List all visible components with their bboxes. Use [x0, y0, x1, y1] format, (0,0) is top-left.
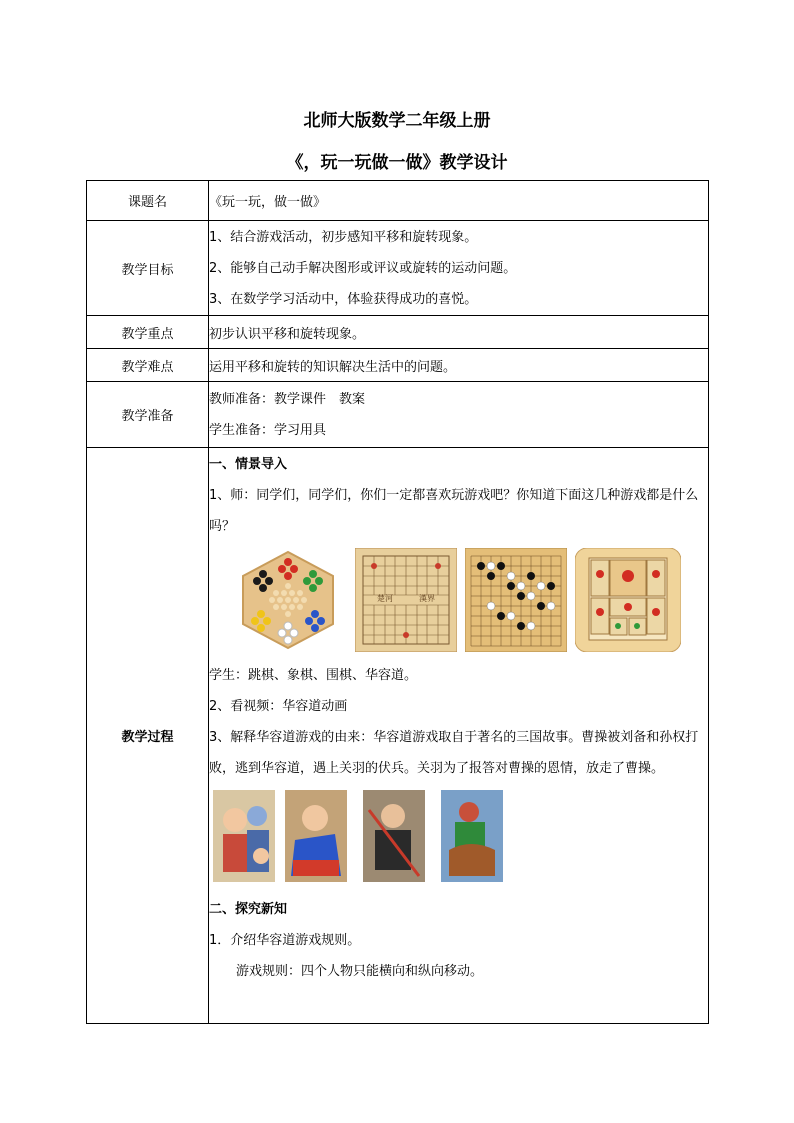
label-key: 教学重点 — [87, 316, 209, 349]
lesson-plan-table — [86, 180, 709, 1024]
question-text: 1、师：同学们，同学们，你们一定都喜欢玩游戏吧？你知道下面这几种游戏都是什么吗？ — [209, 488, 699, 534]
row-key — [87, 316, 709, 349]
story-illustration-3 — [363, 790, 425, 882]
value-difficulty: 运用平移和旋转的知识解决生活中的问题。 — [209, 349, 709, 382]
go-image — [465, 548, 567, 652]
row-process — [87, 448, 709, 1024]
document-title: 北师大版数学二年级上册 — [303, 111, 491, 131]
label-goals: 教学目标 — [87, 221, 209, 316]
value-prep — [209, 382, 709, 448]
xiangqi-board-graphic — [355, 548, 457, 652]
label-topic: 课题名 — [87, 181, 209, 221]
goal-item: 1、结合游戏活动，初步感知平移和旋转现象。 — [209, 229, 478, 245]
student-answer: 学生：跳棋、象棋、围棋、华容道。 — [209, 668, 418, 683]
label-prep: 教学准备 — [87, 382, 209, 448]
huarongdao-image — [575, 548, 681, 652]
rule-text: 游戏规则：四个人物只能横向和纵向移动。 — [236, 964, 484, 979]
xiangqi-river-left: 楚河 — [377, 594, 393, 603]
label-difficulty: 教学难点 — [87, 349, 209, 382]
value-key: 初步认识平移和旋转现象。 — [209, 316, 709, 349]
prep-student: 学生准备：学习用具 — [209, 422, 327, 438]
value-topic: 《玩一玩，做一做》 — [209, 181, 709, 221]
xiangqi-image — [355, 548, 457, 656]
chinese-checkers-image — [233, 548, 343, 652]
story-illustration-4 — [441, 790, 503, 882]
xiangqi-river-right: 漢界 — [419, 594, 435, 603]
game-images — [209, 548, 708, 656]
story-illustration-2 — [285, 790, 347, 882]
row-topic — [87, 181, 709, 221]
story-illustration-1 — [213, 790, 275, 882]
label-process: 教学过程 — [87, 448, 209, 1024]
goal-item: 2、能够自己动手解决图形或评议或旋转的运动问题。 — [209, 260, 517, 276]
rule-intro: 1．介绍华容道游戏规则。 — [209, 933, 361, 948]
prep-teacher: 教师准备：教学课件 教案 — [209, 391, 366, 407]
step-video: 2、看视频：华容道动画 — [209, 699, 348, 714]
story-images — [209, 790, 708, 890]
value-process — [209, 448, 709, 1024]
goal-item: 3、在数学学习活动中，体验获得成功的喜悦。 — [209, 291, 478, 307]
section-heading: 二、探究新知 — [209, 902, 288, 917]
section-heading: 一、情景导入 — [209, 457, 288, 472]
row-difficulty — [87, 349, 709, 382]
row-prep — [87, 382, 709, 448]
row-goals — [87, 221, 709, 316]
step-story: 3、解释华容道游戏的由来：华容道游戏取自于著名的三国故事。曹操被刘备和孙权打败，逃到华容道，遇上关羽的伏兵。关羽为了报答对曹操的恩情，放走了曹操。 — [209, 730, 699, 776]
document-subtitle: 《，玩一玩做一做》教学设计 — [286, 153, 508, 173]
value-goals — [209, 221, 709, 316]
